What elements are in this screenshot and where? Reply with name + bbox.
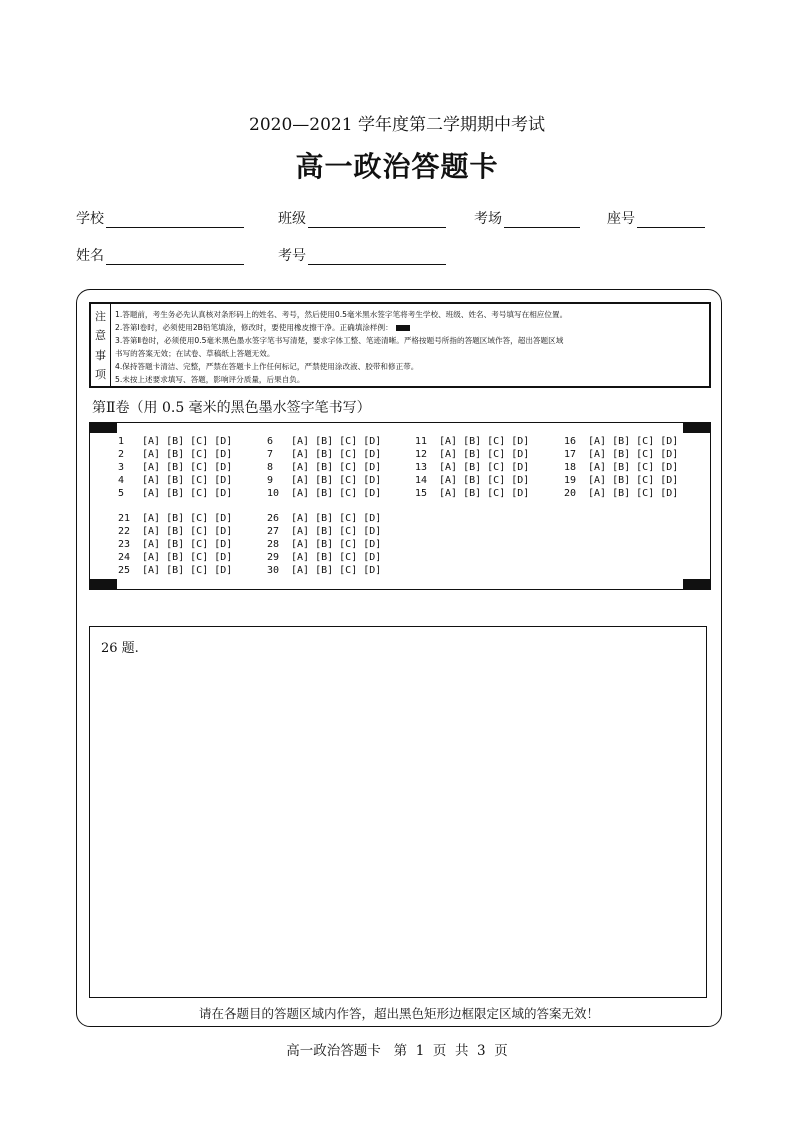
- answer-options[interactable]: [A] [B] [C] [D]: [439, 449, 530, 460]
- question-row[interactable]: [564, 487, 678, 500]
- question-number: 16: [564, 436, 577, 447]
- section2-label: 第Ⅱ卷（用 0.5 毫米的黑色墨水签字笔书写）: [92, 400, 371, 416]
- question-row[interactable]: [415, 474, 529, 487]
- answer-options[interactable]: [A] [B] [C] [D]: [291, 513, 382, 524]
- question-number: 28: [267, 539, 280, 550]
- answer-options[interactable]: [A] [B] [C] [D]: [142, 488, 233, 499]
- exam-number-field[interactable]: [278, 245, 446, 265]
- answer-options[interactable]: [A] [B] [C] [D]: [439, 436, 530, 447]
- question-row[interactable]: [118, 525, 232, 538]
- question-row[interactable]: [267, 448, 381, 461]
- question-row[interactable]: [118, 551, 232, 564]
- question-number: 21: [118, 513, 131, 524]
- question-group: [118, 512, 232, 577]
- question-row[interactable]: [118, 512, 232, 525]
- question-number: 2: [118, 449, 125, 460]
- class-label: 班级: [278, 211, 306, 227]
- answer-options[interactable]: [A] [B] [C] [D]: [291, 436, 382, 447]
- question-number: 3: [118, 462, 125, 473]
- notice-line: 4.保持答题卡清洁、完整，严禁在答题卡上作任何标记，严禁使用涂改液、胶带和修正带。: [115, 362, 419, 371]
- answer-options[interactable]: [A] [B] [C] [D]: [291, 565, 382, 576]
- answer-options[interactable]: [A] [B] [C] [D]: [291, 488, 382, 499]
- corner-mark: [89, 422, 117, 433]
- question-number: 7: [267, 449, 274, 460]
- question-row[interactable]: [564, 461, 678, 474]
- answer-options[interactable]: [A] [B] [C] [D]: [588, 475, 679, 486]
- choice-answer-box: [89, 422, 711, 590]
- answer-options[interactable]: [A] [B] [C] [D]: [142, 475, 233, 486]
- question-row[interactable]: [267, 564, 381, 577]
- answer-options[interactable]: [A] [B] [C] [D]: [588, 488, 679, 499]
- question-26-answer-area[interactable]: [89, 626, 707, 998]
- question-row[interactable]: [267, 525, 381, 538]
- fill-sample-mark: [396, 325, 410, 331]
- question-row[interactable]: [118, 448, 232, 461]
- class-field[interactable]: [278, 208, 446, 228]
- answer-options[interactable]: [A] [B] [C] [D]: [439, 475, 530, 486]
- question-group: [118, 435, 232, 500]
- answer-options[interactable]: [A] [B] [C] [D]: [142, 449, 233, 460]
- question-row[interactable]: [415, 435, 529, 448]
- question-number: 14: [415, 475, 428, 486]
- question-row[interactable]: [267, 474, 381, 487]
- answer-options[interactable]: [A] [B] [C] [D]: [291, 449, 382, 460]
- question-number: 1: [118, 436, 125, 447]
- notice-side-char: 事: [95, 348, 106, 362]
- corner-mark: [683, 422, 711, 433]
- question-row[interactable]: [267, 461, 381, 474]
- exam-room-input-line[interactable]: [504, 211, 580, 228]
- name-field[interactable]: [76, 245, 244, 265]
- answer-options[interactable]: [A] [B] [C] [D]: [291, 526, 382, 537]
- question-number: 30: [267, 565, 280, 576]
- question-number: 6: [267, 436, 274, 447]
- answer-options[interactable]: [A] [B] [C] [D]: [142, 436, 233, 447]
- question-number: 5: [118, 488, 125, 499]
- corner-mark: [89, 579, 117, 590]
- school-input-line[interactable]: [106, 211, 244, 228]
- question-group: [564, 435, 678, 500]
- exam-room-field[interactable]: [474, 208, 580, 228]
- answer-options[interactable]: [A] [B] [C] [D]: [142, 539, 233, 550]
- question-row[interactable]: [267, 435, 381, 448]
- question-number: 17: [564, 449, 577, 460]
- notice-line: 3.答第Ⅱ卷时，必须使用0.5毫米黑色墨水签字笔书写清楚，要求字体工整、笔迹清晰。严格按题号所指的答题区域作答，超出答题区域: [115, 336, 564, 345]
- question-row[interactable]: [267, 487, 381, 500]
- notice-line: 1.答题前，考生务必先认真核对条形码上的姓名、考号，然后使用0.5毫米黑水签字笔将考生学校、班级、姓名、考号填写在相应位置。: [115, 310, 568, 319]
- page-title: 高一政治答题卡: [295, 150, 499, 183]
- exam-number-label: 考号: [278, 248, 306, 264]
- school-label: 学校: [76, 211, 104, 227]
- exam-subtitle: 2020—2021 学年度第二学期期中考试: [249, 115, 545, 135]
- notice-line: [115, 321, 703, 334]
- notice-side-label: [91, 304, 111, 386]
- question-group: [267, 435, 381, 500]
- question-number: 24: [118, 552, 131, 563]
- question-row[interactable]: [415, 487, 529, 500]
- question-row[interactable]: [267, 512, 381, 525]
- question-number: 8: [267, 462, 274, 473]
- notice-side-char: 意: [95, 329, 106, 343]
- question-number: 29: [267, 552, 280, 563]
- answer-options[interactable]: [A] [B] [C] [D]: [291, 539, 382, 550]
- question-row[interactable]: [267, 551, 381, 564]
- question-row[interactable]: [564, 448, 678, 461]
- question-row[interactable]: [118, 564, 232, 577]
- question-group: [267, 512, 381, 577]
- notice-line-text: 2.答第Ⅰ卷时，必须使用2B铅笔填涂，修改时，要使用橡皮擦干净。正确填涂样例：: [115, 323, 393, 332]
- seat-input-line[interactable]: [637, 211, 705, 228]
- question-group: [415, 435, 529, 500]
- exam-number-input-line[interactable]: [308, 248, 446, 265]
- notice-side-char: 注: [95, 309, 106, 323]
- question-number: 12: [415, 449, 428, 460]
- answer-options[interactable]: [A] [B] [C] [D]: [291, 475, 382, 486]
- question-26-label: 26 题.: [101, 641, 139, 656]
- question-number: 22: [118, 526, 131, 537]
- answer-options[interactable]: [A] [B] [C] [D]: [142, 462, 233, 473]
- answer-options[interactable]: [A] [B] [C] [D]: [142, 565, 233, 576]
- question-number: 23: [118, 539, 131, 550]
- question-number: 27: [267, 526, 280, 537]
- question-row[interactable]: [267, 538, 381, 551]
- question-number: 26: [267, 513, 280, 524]
- question-number: 13: [415, 462, 428, 473]
- name-label: 姓名: [76, 248, 104, 264]
- answer-options[interactable]: [A] [B] [C] [D]: [142, 526, 233, 537]
- answer-options[interactable]: [A] [B] [C] [D]: [142, 552, 233, 563]
- answer-options[interactable]: [A] [B] [C] [D]: [142, 513, 233, 524]
- seat-label: 座号: [607, 211, 635, 227]
- notice-text: [115, 308, 703, 386]
- question-row[interactable]: [415, 448, 529, 461]
- corner-mark: [683, 579, 711, 590]
- question-number: 9: [267, 475, 274, 486]
- question-row[interactable]: [118, 474, 232, 487]
- answer-options[interactable]: [A] [B] [C] [D]: [588, 449, 679, 460]
- question-number: 4: [118, 475, 125, 486]
- school-field[interactable]: [76, 208, 244, 228]
- name-input-line[interactable]: [106, 248, 244, 265]
- question-row[interactable]: [118, 538, 232, 551]
- question-row[interactable]: [415, 461, 529, 474]
- notice-box: [89, 302, 711, 388]
- exam-room-label: 考场: [474, 211, 502, 227]
- answer-options[interactable]: [A] [B] [C] [D]: [291, 462, 382, 473]
- question-number: 15: [415, 488, 428, 499]
- question-number: 10: [267, 488, 280, 499]
- answer-area-warning: 请在各题目的答题区域内作答，超出黑色矩形边框限定区域的答案无效！: [198, 1006, 599, 1021]
- question-number: 20: [564, 488, 577, 499]
- answer-options[interactable]: [A] [B] [C] [D]: [439, 488, 530, 499]
- question-row[interactable]: [118, 461, 232, 474]
- notice-line: 5.未按上述要求填写、答题，影响评分质量，后果自负。: [115, 375, 305, 384]
- question-number: 19: [564, 475, 577, 486]
- notice-line: 书写的答案无效；在试卷、草稿纸上答题无效。: [115, 349, 275, 358]
- question-row[interactable]: [564, 474, 678, 487]
- seat-field[interactable]: [607, 208, 705, 228]
- question-row[interactable]: [564, 435, 678, 448]
- question-number: 18: [564, 462, 577, 473]
- answer-options[interactable]: [A] [B] [C] [D]: [291, 552, 382, 563]
- page-footer: 高一政治答题卡 第 1 页 共 3 页: [286, 1043, 508, 1059]
- notice-side-char: 项: [95, 368, 106, 382]
- question-number: 11: [415, 436, 428, 447]
- question-row[interactable]: [118, 435, 232, 448]
- question-number: 25: [118, 565, 131, 576]
- class-input-line[interactable]: [308, 211, 446, 228]
- answer-options[interactable]: [A] [B] [C] [D]: [588, 462, 679, 473]
- answer-options[interactable]: [A] [B] [C] [D]: [588, 436, 679, 447]
- question-row[interactable]: [118, 487, 232, 500]
- answer-options[interactable]: [A] [B] [C] [D]: [439, 462, 530, 473]
